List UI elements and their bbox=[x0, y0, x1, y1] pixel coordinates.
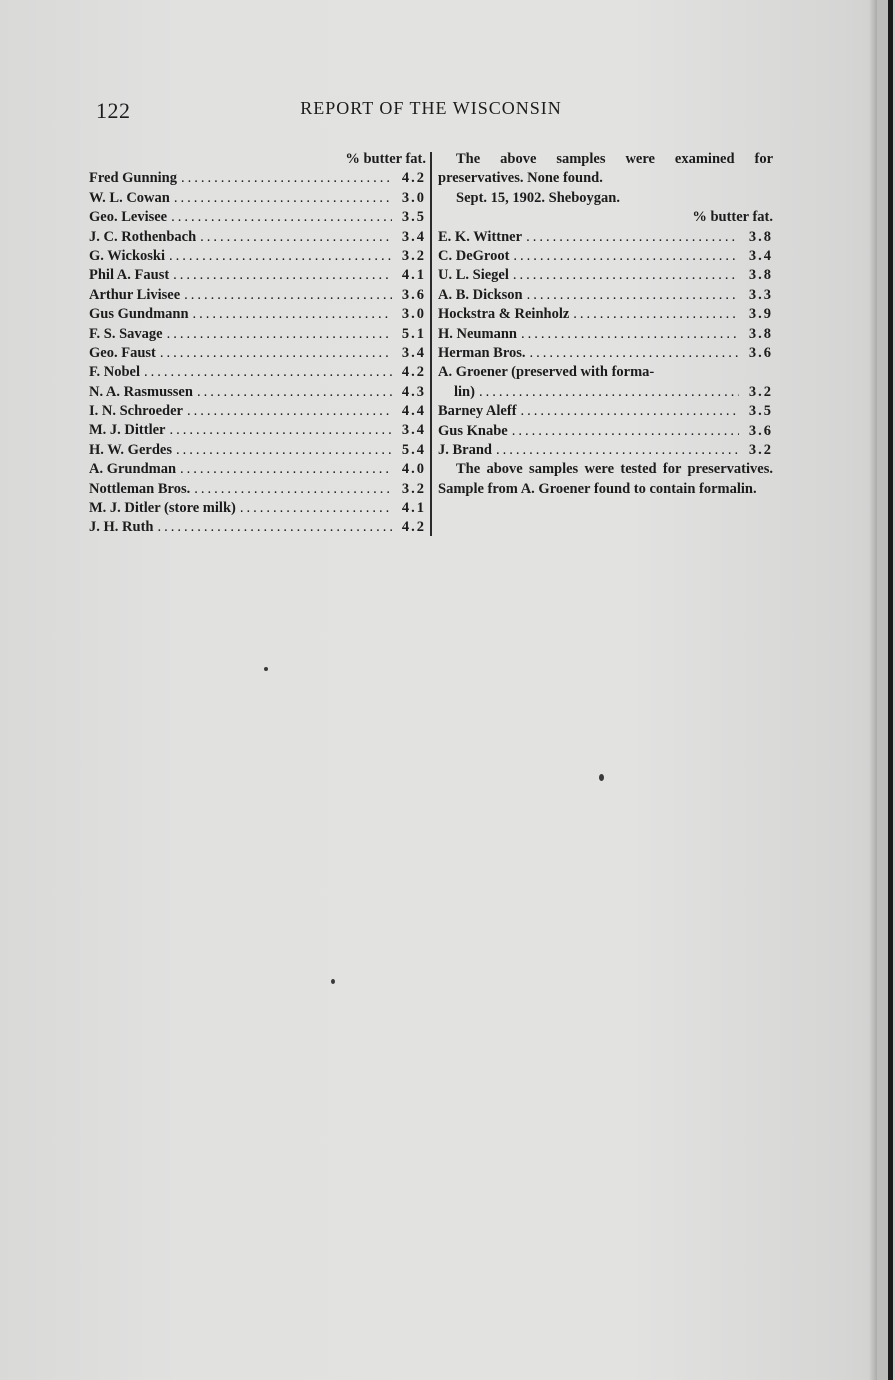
entry-name: Gus Gundmann bbox=[89, 306, 189, 323]
dot-leader bbox=[530, 344, 739, 363]
groener-entry-line-1 bbox=[438, 363, 773, 382]
entry-name: E. K. Wittner bbox=[438, 228, 523, 245]
entry-value: 3.2 bbox=[401, 247, 426, 264]
dot-leader bbox=[521, 325, 739, 344]
entry-value: 3.5 bbox=[401, 209, 426, 226]
dot-leader bbox=[200, 228, 392, 247]
entry-row bbox=[438, 305, 773, 324]
running-head: REPORT OF THE WISCONSIN bbox=[300, 98, 562, 118]
entry-value: 3.4 bbox=[401, 422, 426, 439]
entry-value: 5.4 bbox=[401, 441, 426, 458]
entry-row bbox=[89, 189, 426, 208]
entry-name: J. C. Rothenbach bbox=[89, 228, 197, 245]
entry-row bbox=[89, 460, 426, 479]
entry-value: 4.4 bbox=[401, 403, 426, 420]
entry-value: 3.6 bbox=[401, 286, 426, 303]
butter-fat-header: % butter fat. bbox=[345, 151, 426, 167]
note-formalin-found: The above samples were tested for preservatives. Sample from A. Groener found to contain formalin. bbox=[438, 461, 773, 497]
entry-name: A. Grundman bbox=[89, 461, 177, 478]
ink-speck bbox=[599, 774, 604, 781]
entry-name: J. H. Ruth bbox=[89, 519, 154, 536]
note-preservatives-none: The above samples were examined for preservatives. None found. bbox=[438, 151, 773, 187]
entry-value: 4.3 bbox=[401, 383, 426, 400]
entry-row bbox=[89, 383, 426, 402]
entry-row bbox=[89, 402, 426, 421]
butter-fat-header-right: % butter fat. bbox=[692, 209, 773, 226]
entry-name: W. L. Cowan bbox=[89, 189, 170, 206]
dot-leader bbox=[170, 421, 393, 440]
page-edge-line bbox=[888, 0, 893, 1380]
entry-value: 3.3 bbox=[748, 286, 773, 303]
dot-leader bbox=[184, 286, 392, 305]
entry-name: C. DeGroot bbox=[438, 247, 510, 264]
entry-value: 3.2 bbox=[748, 383, 773, 400]
dot-leader bbox=[176, 441, 392, 460]
entry-row bbox=[89, 441, 426, 460]
dot-leader bbox=[174, 189, 392, 208]
groener-entry-line-2 bbox=[438, 383, 773, 402]
entry-name: M. J. Dittler bbox=[89, 422, 166, 439]
entry-value: 3.2 bbox=[401, 480, 426, 497]
dot-leader bbox=[169, 247, 392, 266]
entry-value: 3.4 bbox=[748, 247, 773, 264]
page-number: 122 bbox=[96, 98, 131, 123]
dot-leader bbox=[157, 518, 392, 537]
entry-name: H. W. Gerdes bbox=[89, 441, 172, 458]
dot-leader bbox=[171, 208, 392, 227]
entry-row bbox=[438, 325, 773, 344]
entry-name: Fred Gunning bbox=[89, 170, 177, 187]
dot-leader bbox=[573, 305, 739, 324]
page-edge-shadow bbox=[869, 0, 877, 1380]
dot-leader bbox=[526, 228, 739, 247]
dot-leader bbox=[194, 480, 392, 499]
entry-row bbox=[89, 266, 426, 285]
entry-row bbox=[89, 208, 426, 227]
entry-value: 4.1 bbox=[401, 500, 426, 517]
entry-value: 4.2 bbox=[401, 170, 426, 187]
entry-value: 3.6 bbox=[748, 344, 773, 361]
column-divider bbox=[430, 152, 432, 536]
entry-row bbox=[89, 305, 426, 324]
dot-leader bbox=[513, 266, 739, 285]
entry-row bbox=[438, 402, 773, 421]
entry-value: 3.8 bbox=[748, 267, 773, 284]
entry-name: Geo. Levisee bbox=[89, 209, 168, 226]
entry-name: Herman Bros. bbox=[438, 344, 526, 361]
dot-leader bbox=[193, 305, 392, 324]
entry-row bbox=[438, 266, 773, 285]
entry-name: F. S. Savage bbox=[89, 325, 163, 342]
entry-row bbox=[438, 247, 773, 266]
dot-leader bbox=[144, 363, 392, 382]
entry-value: 4.0 bbox=[401, 461, 426, 478]
entry-row bbox=[89, 363, 426, 382]
entry-name: Arthur Livisee bbox=[89, 286, 181, 303]
right-entries-list-b bbox=[438, 402, 773, 460]
entry-name: A. B. Dickson bbox=[438, 286, 523, 303]
entry-value: 3.0 bbox=[401, 189, 426, 206]
dot-leader bbox=[512, 422, 739, 441]
entry-row bbox=[89, 518, 426, 537]
entry-name: Barney Aleff bbox=[438, 403, 517, 420]
entry-value: 4.2 bbox=[401, 519, 426, 536]
entry-row bbox=[89, 228, 426, 247]
dot-leader bbox=[167, 325, 392, 344]
dot-leader bbox=[479, 383, 739, 402]
page-edge-strip bbox=[877, 0, 888, 1380]
entry-row bbox=[438, 441, 773, 460]
ink-speck bbox=[264, 667, 268, 671]
dot-leader bbox=[181, 169, 392, 188]
entry-name: Geo. Faust bbox=[89, 344, 156, 361]
entry-value: 4.2 bbox=[401, 364, 426, 381]
entry-row bbox=[438, 228, 773, 247]
entry-name: Hockstra & Reinholz bbox=[438, 306, 570, 323]
entry-name: N. A. Rasmussen bbox=[89, 383, 193, 400]
entry-value: 3.8 bbox=[748, 228, 773, 245]
entry-value: 5.1 bbox=[401, 325, 426, 342]
entry-name: F. Nobel bbox=[89, 364, 141, 381]
entry-name: Nottleman Bros. bbox=[89, 480, 191, 497]
entry-value: 3.2 bbox=[748, 441, 773, 458]
entry-value: 3.4 bbox=[401, 228, 426, 245]
right-column bbox=[438, 150, 773, 499]
ink-speck bbox=[331, 979, 335, 984]
entry-row bbox=[89, 421, 426, 440]
entry-row bbox=[438, 344, 773, 363]
entry-name: Gus Knabe bbox=[438, 422, 508, 439]
entry-name: A. Groener (preserved with forma- bbox=[438, 364, 655, 381]
entry-name: J. Brand bbox=[438, 441, 492, 458]
dot-leader bbox=[240, 499, 392, 518]
dot-leader bbox=[197, 383, 392, 402]
left-column bbox=[89, 150, 426, 538]
entry-name: I. N. Schroeder bbox=[89, 403, 183, 420]
entry-value: 3.4 bbox=[401, 344, 426, 361]
dot-leader bbox=[527, 286, 739, 305]
entry-row bbox=[89, 247, 426, 266]
entry-value: 3.8 bbox=[748, 325, 773, 342]
dot-leader bbox=[187, 402, 392, 421]
entry-row bbox=[438, 422, 773, 441]
right-entries-list-a bbox=[438, 228, 773, 364]
dot-leader bbox=[521, 402, 739, 421]
entry-value: 3.5 bbox=[748, 403, 773, 420]
entry-row bbox=[89, 499, 426, 518]
dot-leader bbox=[496, 441, 739, 460]
dot-leader bbox=[173, 266, 392, 285]
dot-leader bbox=[160, 344, 392, 363]
entry-row bbox=[89, 169, 426, 188]
entry-row bbox=[89, 344, 426, 363]
entry-row bbox=[89, 325, 426, 344]
entry-name: U. L. Siegel bbox=[438, 267, 509, 284]
date-location-line: Sept. 15, 1902. Sheboygan. bbox=[456, 189, 620, 206]
entry-name: H. Neumann bbox=[438, 325, 517, 342]
entry-name: M. J. Ditler (store milk) bbox=[89, 500, 236, 517]
dot-leader bbox=[513, 247, 739, 266]
entry-name: Phil A. Faust bbox=[89, 267, 170, 284]
entry-row bbox=[89, 480, 426, 499]
entry-name: G. Wickoski bbox=[89, 247, 166, 264]
dot-leader bbox=[180, 460, 392, 479]
entry-row bbox=[89, 286, 426, 305]
entry-value: 4.1 bbox=[401, 267, 426, 284]
left-entries-list bbox=[89, 169, 426, 537]
entry-value: 3.9 bbox=[748, 306, 773, 323]
entry-value: 3.6 bbox=[748, 422, 773, 439]
entry-name: lin) bbox=[454, 383, 475, 400]
entry-value: 3.0 bbox=[401, 306, 426, 323]
entry-row bbox=[438, 286, 773, 305]
